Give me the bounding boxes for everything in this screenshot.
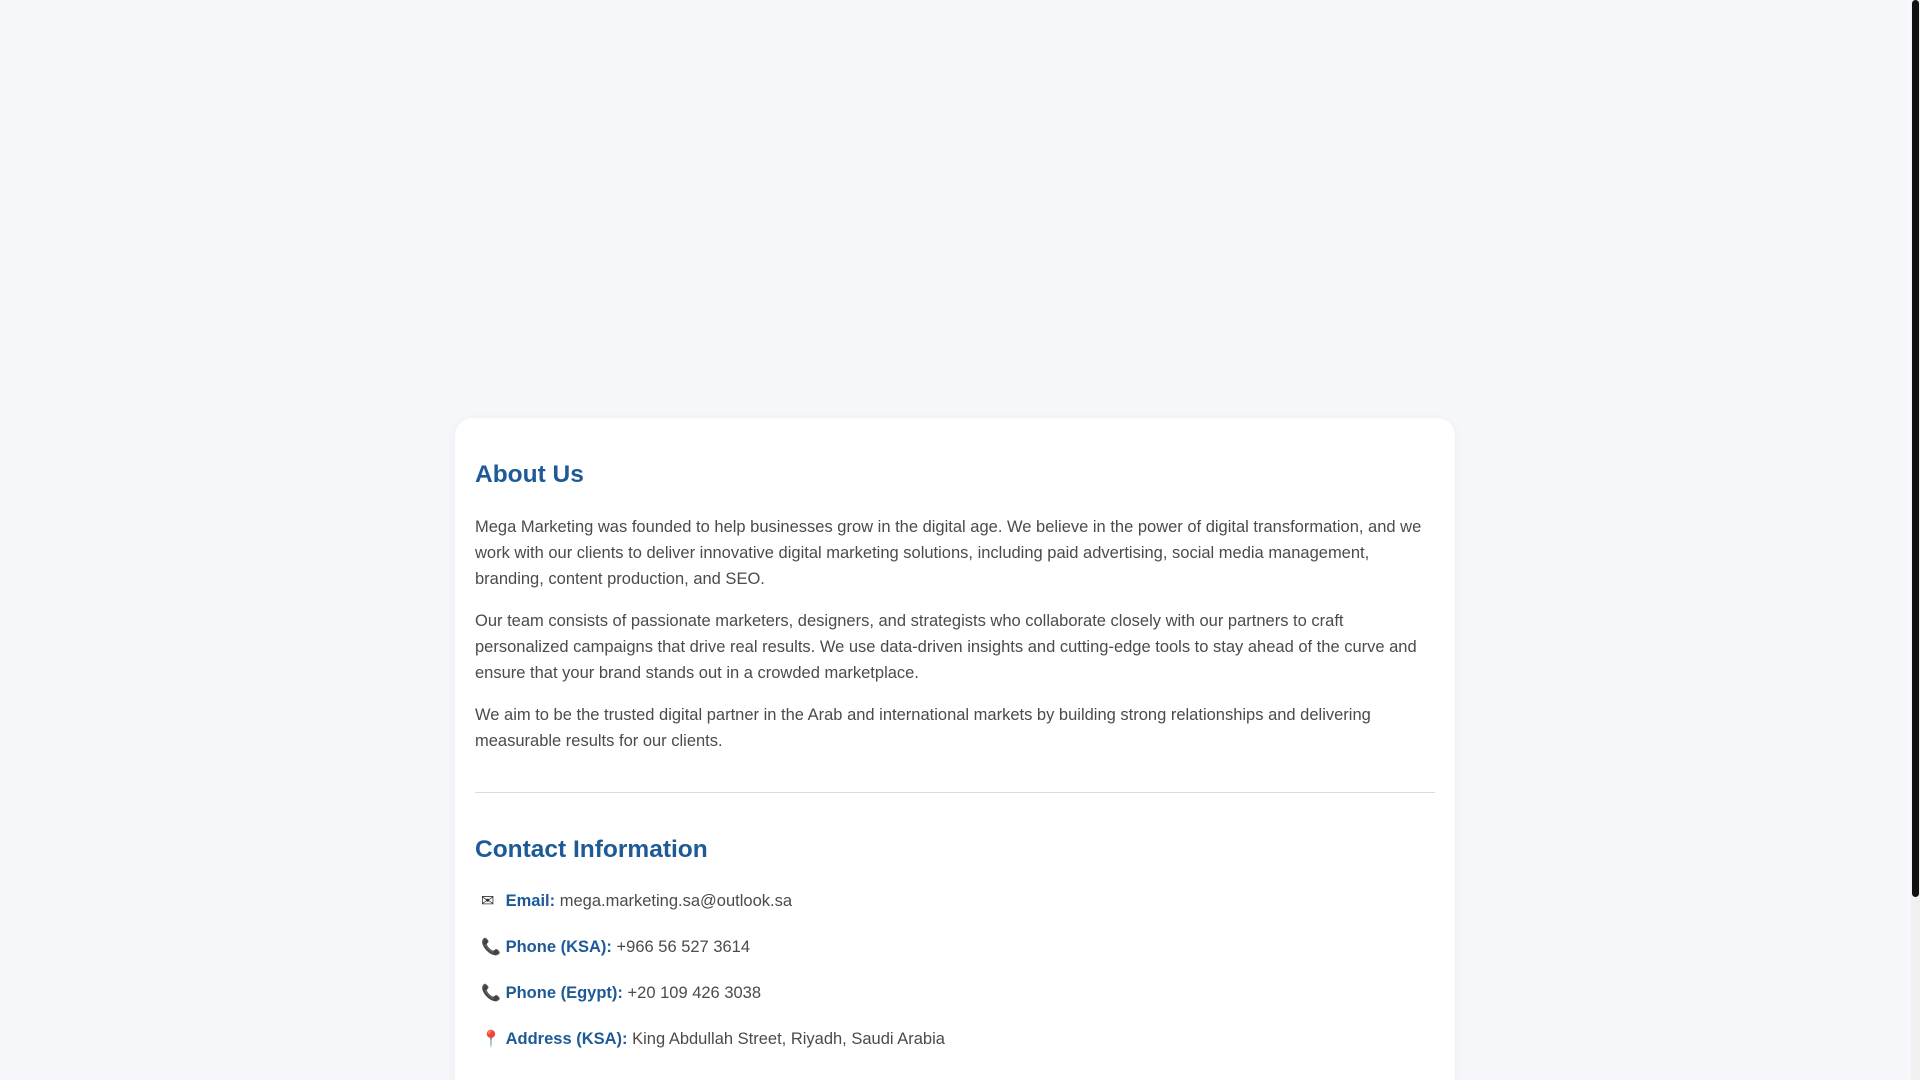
content-card bbox=[455, 418, 1455, 1080]
section-divider bbox=[475, 792, 1435, 793]
address-value: King Abdullah Street, Riyadh, Saudi Arabia bbox=[632, 1030, 945, 1048]
phone-icon: 📞 bbox=[481, 985, 501, 1002]
about-paragraph: Our team consists of passionate marketers, designers, and strategists who collaborate closely with our partners to craft personalized campaigns that drive real results. We use data-driven insights and cutting-edge tools to stay ahead of the curve and ensure that your brand stands out in a crowded marketplace. bbox=[475, 612, 1417, 682]
contact-phone-egypt-row bbox=[481, 981, 1435, 1006]
envelope-icon: ✉ bbox=[481, 893, 495, 910]
phone-icon: 📞 bbox=[481, 939, 501, 956]
contact-label: Email: bbox=[505, 892, 556, 910]
contact-address-row bbox=[481, 1027, 1435, 1052]
contact-email-row bbox=[481, 889, 1435, 914]
scrollbar-thumb[interactable] bbox=[1912, 0, 1919, 897]
contact-label: Phone (Egypt): bbox=[505, 984, 623, 1002]
phone-egypt-link[interactable]: +20 109 426 3038 bbox=[627, 984, 762, 1002]
contact-heading: Contact Information bbox=[475, 836, 708, 863]
location-pin-icon: 📍 bbox=[481, 1031, 501, 1048]
email-link[interactable]: mega.marketing.sa@outlook.sa bbox=[559, 892, 792, 910]
about-heading: About Us bbox=[475, 461, 584, 488]
vertical-scrollbar[interactable] bbox=[1911, 0, 1920, 1080]
about-paragraph: We aim to be the trusted digital partner in the Arab and international markets by building strong relationships and delivering measurable results for our clients. bbox=[475, 706, 1371, 750]
contact-label: Phone (KSA): bbox=[505, 938, 612, 956]
contact-label: Address (KSA): bbox=[505, 1030, 628, 1048]
about-paragraph: Mega Marketing was founded to help businesses grow in the digital age. We believe in the power of digital transformation, and we work with our clients to deliver innovative digital marketing solutions, including paid advertising, social media management, branding, content production, and SEO. bbox=[475, 518, 1422, 588]
contact-phone-ksa-row bbox=[481, 935, 1435, 960]
phone-ksa-link[interactable]: +966 56 527 3614 bbox=[616, 938, 751, 956]
